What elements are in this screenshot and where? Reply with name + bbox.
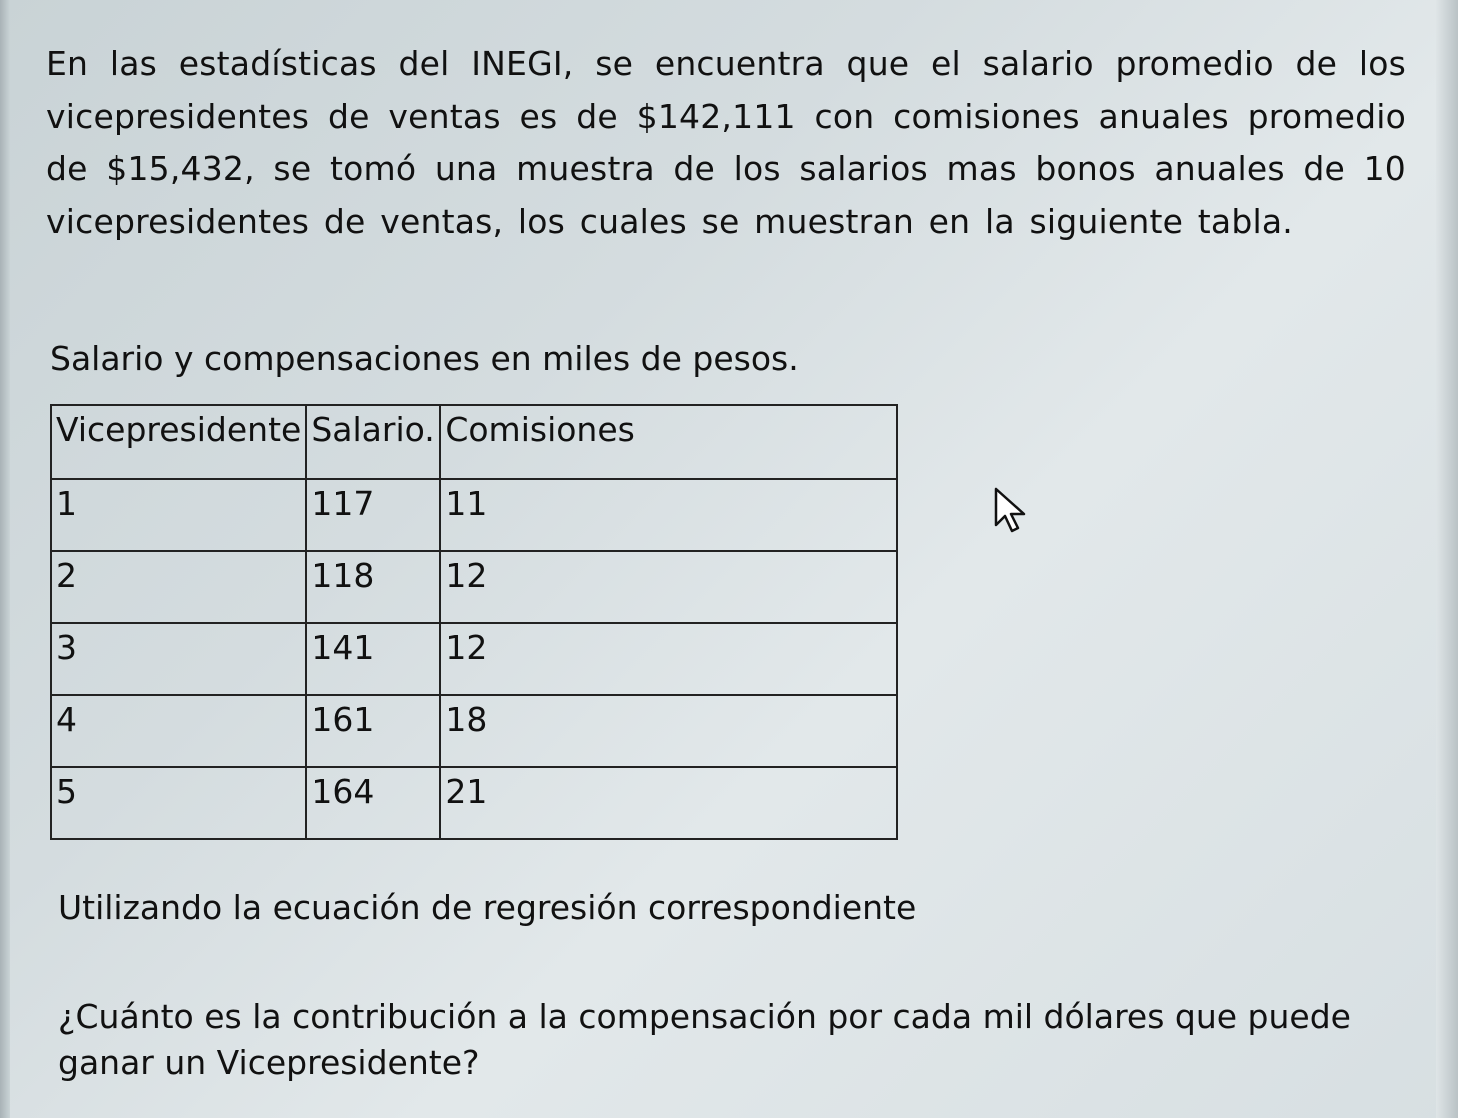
screen-bezel-left <box>0 0 10 1118</box>
mouse-pointer-icon <box>994 487 1028 533</box>
header-vicepresidente: Vicepresidente <box>51 405 306 479</box>
cell-vicepresidente: 3 <box>51 623 306 695</box>
screen-bezel-right <box>1436 0 1458 1118</box>
intro-paragraph: En las estadísticas del INEGI, se encuentra que el salario promedio de los vicepresidentes de ventas es de $142,111 con comisiones anuales promedio de $15,432, se tomó una muestra de los salarios mas bonos anuales de 10 vicepresidentes de ventas, los cuales se muestran en la siguiente tabla. <box>46 44 1406 241</box>
table-row <box>51 551 897 623</box>
cell-vicepresidente: 5 <box>51 767 306 839</box>
table-row <box>51 479 897 551</box>
table-caption: Salario y compensaciones en miles de pesos. <box>50 339 799 378</box>
cell-comisiones: 21 <box>440 767 897 839</box>
instruction-text: Utilizando la ecuación de regresión correspondiente <box>58 888 917 927</box>
question-text: ¿Cuánto es la contribución a la compensación por cada mil dólares que puede ganar un Vicepresidente? <box>58 997 1351 1082</box>
question-page <box>46 38 1406 1082</box>
cell-vicepresidente: 1 <box>51 479 306 551</box>
cell-vicepresidente: 2 <box>51 551 306 623</box>
header-salario: Salario. <box>306 405 440 479</box>
cell-comisiones: 18 <box>440 695 897 767</box>
cell-salario: 141 <box>306 623 440 695</box>
cell-salario: 117 <box>306 479 440 551</box>
table-header-row <box>51 405 897 479</box>
cell-salario: 161 <box>306 695 440 767</box>
cell-salario: 118 <box>306 551 440 623</box>
cell-vicepresidente: 4 <box>51 695 306 767</box>
cell-comisiones: 11 <box>440 479 897 551</box>
table-row <box>51 695 897 767</box>
header-comisiones: Comisiones <box>440 405 897 479</box>
salary-table <box>50 404 898 840</box>
table-row <box>51 623 897 695</box>
table-row <box>51 767 897 839</box>
cell-comisiones: 12 <box>440 551 897 623</box>
cell-salario: 164 <box>306 767 440 839</box>
cell-comisiones: 12 <box>440 623 897 695</box>
